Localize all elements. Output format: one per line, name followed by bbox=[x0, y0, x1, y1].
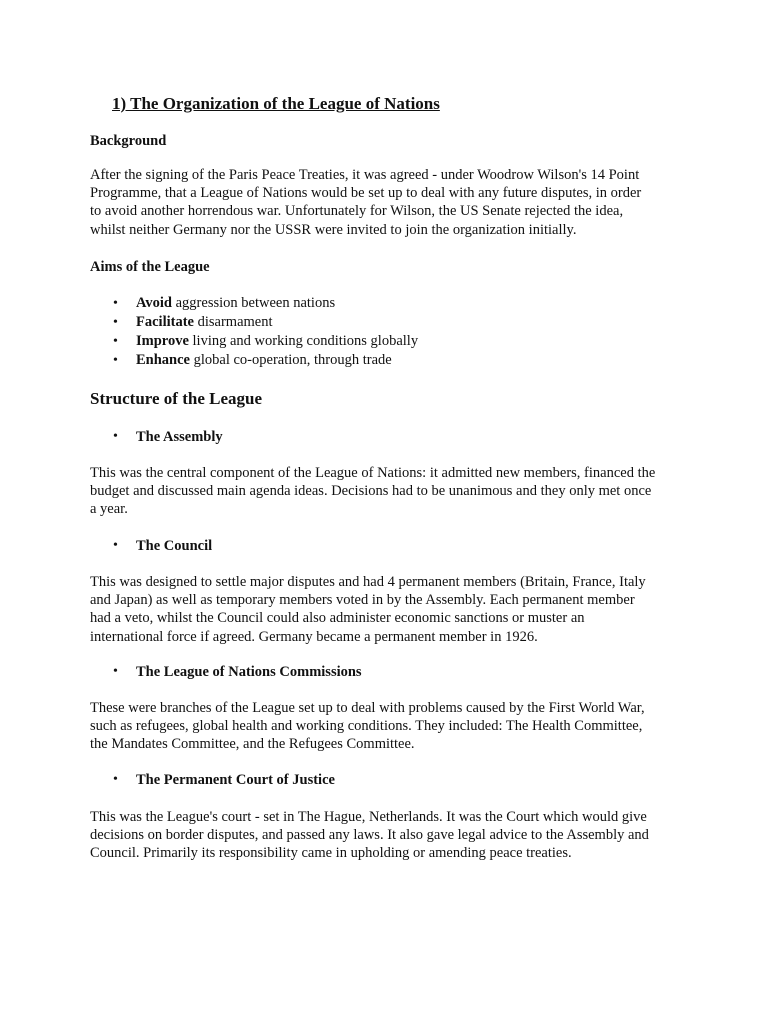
aim-keyword: Avoid bbox=[136, 295, 172, 311]
structure-heading: Structure of the League bbox=[90, 389, 263, 408]
aims-list bbox=[90, 294, 418, 370]
paragraph-line: These were branches of the League set up to deal with problems caused by the First World War, bbox=[90, 700, 645, 716]
paragraph-line: decisions on border disputes, and passed any laws. It also gave legal advice to the Assembly and bbox=[90, 827, 649, 844]
bullet-icon: • bbox=[113, 429, 118, 444]
bullet-icon: • bbox=[113, 315, 118, 330]
page-title: 1) The Organization of the League of Nations bbox=[112, 94, 440, 113]
paragraph-line: whilst neither Germany nor the USSR were invited to join the organization initially. bbox=[90, 221, 577, 238]
aims-list-item bbox=[90, 351, 418, 370]
aim-description: disarmament bbox=[193, 314, 273, 330]
bullet-icon: • bbox=[113, 772, 118, 787]
paragraph-line: the Mandates Committee, and the Refugees Committee. bbox=[90, 736, 415, 753]
background-paragraph bbox=[90, 166, 690, 239]
council-paragraph bbox=[90, 573, 690, 646]
paragraph-line: international force if agreed. Germany became a permanent member in 1926. bbox=[90, 628, 538, 645]
paragraph-line: to avoid another horrendous war. Unfortunately for Wilson, the US Senate rejected the idea, bbox=[90, 203, 624, 220]
aim-description: aggression between nations bbox=[172, 295, 336, 311]
commissions-paragraph bbox=[90, 699, 690, 754]
council-heading bbox=[90, 537, 212, 555]
aims-list-item bbox=[90, 313, 418, 332]
court-heading-text: The Permanent Court of Justice bbox=[136, 772, 335, 788]
aims-heading: Aims of the League bbox=[90, 259, 210, 275]
aim-keyword: Facilitate bbox=[136, 314, 194, 330]
assembly-heading-text: The Assembly bbox=[136, 429, 223, 445]
aim-description: living and working conditions globally bbox=[188, 333, 419, 349]
court-paragraph bbox=[90, 808, 690, 863]
aim-keyword: Improve bbox=[136, 333, 189, 349]
aims-list-item bbox=[90, 332, 418, 351]
bullet-icon: • bbox=[113, 353, 118, 368]
paragraph-line: This was the League's court - set in The Hague, Netherlands. It was the Court which would give bbox=[90, 809, 647, 825]
paragraph-line: This was the central component of the League of Nations: it admitted new members, financed the bbox=[90, 465, 656, 481]
aims-list-item bbox=[90, 294, 418, 313]
assembly-heading bbox=[90, 428, 223, 446]
paragraph-line: and Japan) as well as temporary members voted in by the Assembly. Each permanent member bbox=[90, 592, 635, 609]
assembly-paragraph bbox=[90, 464, 690, 519]
aim-description: global co-operation, through trade bbox=[190, 352, 392, 368]
paragraph-line: After the signing of the Paris Peace Treaties, it was agreed - under Woodrow Wilson's 14 Point bbox=[90, 167, 640, 183]
bullet-icon: • bbox=[113, 334, 118, 349]
paragraph-line: This was designed to settle major disputes and had 4 permanent members (Britain, France, Italy bbox=[90, 574, 646, 590]
paragraph-line: Council. Primarily its responsibility came in upholding or amending peace treaties. bbox=[90, 845, 572, 862]
paragraph-line: such as refugees, global health and working conditions. They included: The Health Committee, bbox=[90, 718, 643, 735]
aim-keyword: Enhance bbox=[136, 352, 190, 368]
council-heading-text: The Council bbox=[136, 538, 213, 554]
court-heading bbox=[90, 771, 335, 789]
bullet-icon: • bbox=[113, 538, 118, 553]
commissions-heading-text: The League of Nations Commissions bbox=[136, 664, 362, 680]
bullet-icon: • bbox=[113, 664, 118, 679]
background-heading: Background bbox=[90, 133, 167, 149]
commissions-heading bbox=[90, 663, 362, 681]
paragraph-line: Programme, that a League of Nations would be set up to deal with any future disputes, in order bbox=[90, 185, 642, 202]
paragraph-line: had a veto, whilst the Council could also administer economic sanctions or muster an bbox=[90, 610, 585, 627]
paragraph-line: a year. bbox=[90, 501, 128, 518]
paragraph-line: budget and discussed main agenda ideas. Decisions had to be unanimous and they only met once bbox=[90, 483, 652, 500]
bullet-icon: • bbox=[113, 296, 118, 311]
